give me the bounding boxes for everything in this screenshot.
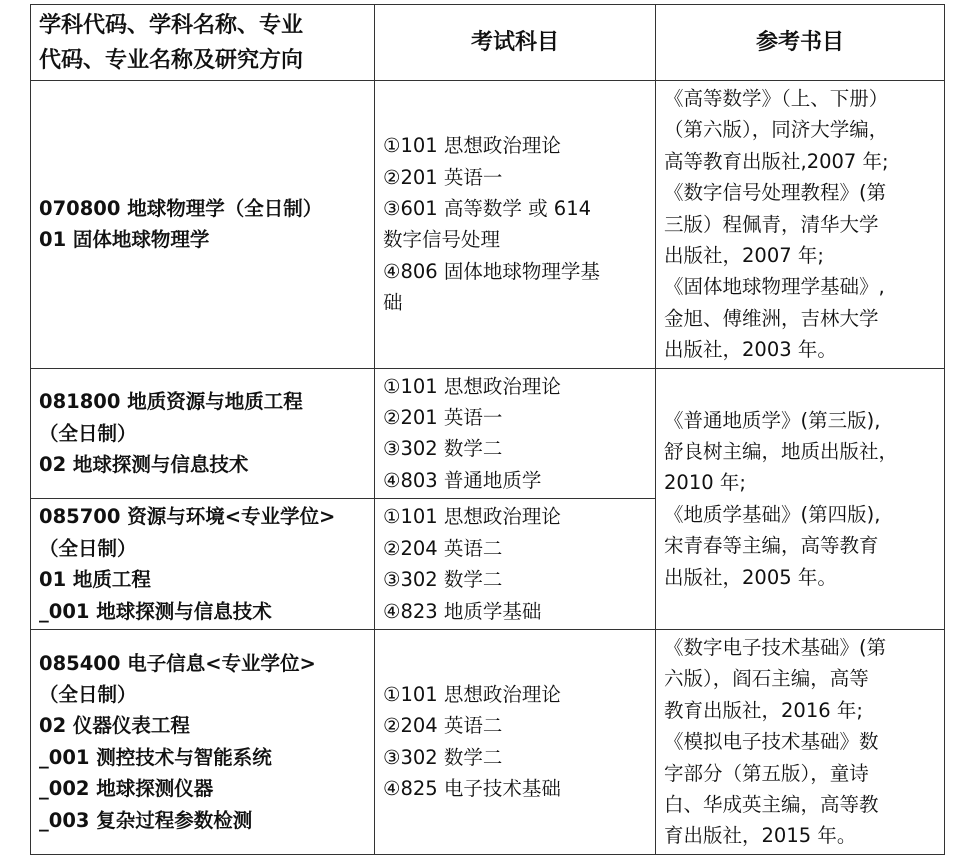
program-cell: 085400 电子信息<专业学位> （全日制） 02 仪器仪表工程 _001 测控技术与智能系统 _002 地球探测仪器 _003 复杂过程参数检测: [31, 629, 375, 854]
table-row: [31, 368, 945, 499]
books-cell: 《普通地质学》(第三版), 舒良树主编，地质出版社， 2010 年; 《地质学基础》(第四版), 宋青春等主编，高等教育 出版社，2005 年。: [656, 368, 945, 629]
header-row: [31, 5, 945, 81]
admission-table: [30, 4, 945, 855]
table-row: [31, 629, 945, 854]
header-program: 学科代码、学科名称、专业 代码、专业名称及研究方向: [31, 5, 375, 81]
program-cell: 070800 地球物理学（全日制） 01 固体地球物理学: [31, 81, 375, 369]
program-cell: 085700 资源与环境<专业学位> （全日制） 01 地质工程 _001 地球探测与信息技术: [31, 499, 375, 630]
books-cell: 《数字电子技术基础》(第 六版），阎石主编，高等 教育出版社，2016 年; 《模拟电子技术基础》数 字部分（第五版），童诗 白、华成英主编，高等教 育出版社，2015 年。: [656, 629, 945, 854]
header-books: 参考书目: [656, 5, 945, 81]
table-row: [31, 81, 945, 369]
program-cell: 081800 地质资源与地质工程 （全日制） 02 地球探测与信息技术: [31, 368, 375, 499]
exam-cell: ①101 思想政治理论 ②201 英语一 ③601 高等数学 或 614 数字信号处理 ④806 固体地球物理学基 础: [375, 81, 656, 369]
exam-cell: ①101 思想政治理论 ②204 英语二 ③302 数学二 ④823 地质学基础: [375, 499, 656, 630]
books-cell: 《高等数学》（上、下册） （第六版），同济大学编， 高等教育出版社,2007 年; 《数字信号处理教程》(第 三版）程佩青，清华大学 出版社，2007 年; 《固体地球物理学基础》, 金旭、傅维洲，吉林大学 出版社，2003 年。: [656, 81, 945, 369]
exam-cell: ①101 思想政治理论 ②204 英语二 ③302 数学二 ④825 电子技术基础: [375, 629, 656, 854]
header-exams: 考试科目: [375, 5, 656, 81]
exam-cell: ①101 思想政治理论 ②201 英语一 ③302 数学二 ④803 普通地质学: [375, 368, 656, 499]
